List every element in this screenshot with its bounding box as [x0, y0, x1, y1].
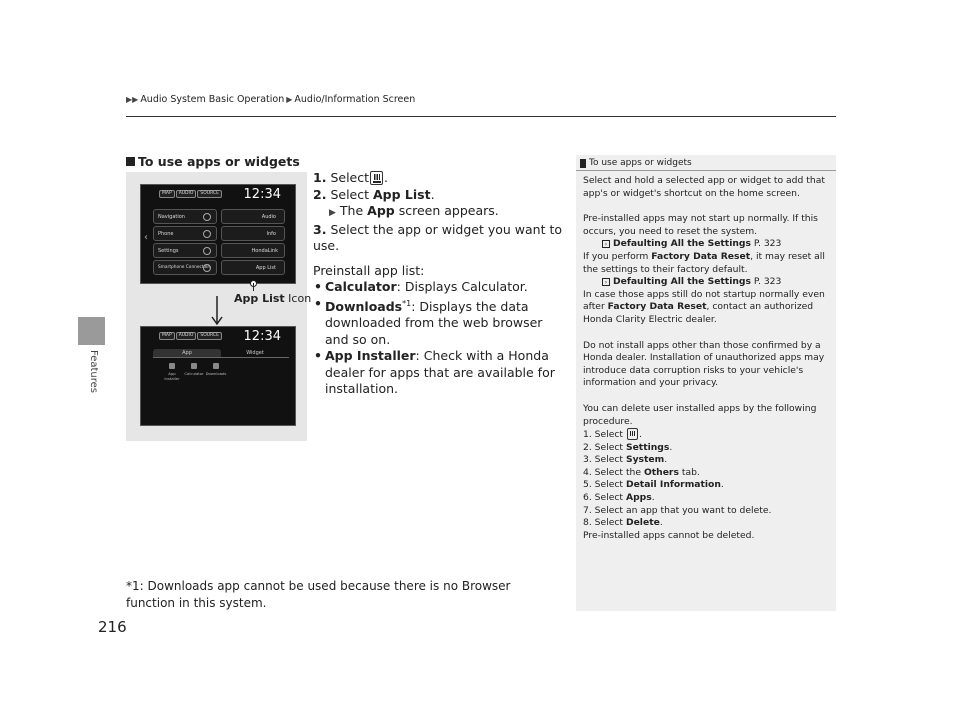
note-step-4: 4. Select the Others tab.: [583, 466, 700, 478]
note-step-5: 5. Select Detail Information.: [583, 479, 724, 491]
note-title: To use apps or widgets: [580, 158, 692, 168]
step-3: 3. Select the app or widget you want to use.: [313, 221, 563, 253]
screen1-audio-pill: AUDIO: [176, 190, 197, 198]
note-p2: Pre-installed apps may not start up normally. If this occurs, you need to reset the system.: [583, 213, 818, 237]
screen1-source-pill: SOURCE: [197, 190, 222, 198]
chapter-tab: [78, 317, 105, 345]
screen2-tabbar: [153, 349, 289, 358]
preinstall-item-calculator: • Calculator: Displays Calculator.: [313, 279, 563, 296]
screen1-clock: 12:34: [243, 187, 281, 202]
instruction-steps: [313, 170, 563, 398]
note-step-7: 7. Select an app that you want to delete.: [583, 504, 772, 516]
screen2-top-buttons: [159, 332, 222, 340]
note-step-1: 1. Select .: [583, 429, 642, 441]
chapter-label: [82, 350, 102, 410]
note-step-2: 2. Select Settings.: [583, 441, 673, 453]
note-step-6: 6. Select Apps.: [583, 492, 655, 504]
breadcrumb: [126, 94, 415, 105]
calculator-icon: Calculator: [183, 363, 205, 376]
breadcrumb-item-basic-operation[interactable]: Audio System Basic Operation: [140, 94, 285, 105]
result-arrow-icon: ▶: [329, 208, 336, 218]
note-p6: You can delete user installed apps by the following procedure.: [583, 402, 817, 427]
home-screen-image: [140, 184, 296, 284]
tile-hondalink: HondaLink: [221, 243, 285, 258]
tile-app-list: App List: [221, 260, 285, 275]
screen1-left-arrow-icon: ‹: [144, 232, 148, 243]
note-p1: Select and hold a selected app or widget to add that app's or widget's shortcut on the home screen.: [583, 175, 825, 199]
small-home-icon: [627, 428, 638, 440]
screen1-map-pill: MAP: [159, 190, 175, 198]
tile-info: Info: [221, 226, 285, 241]
tile-audio: Audio: [221, 209, 285, 224]
note-p3: If you perform Factory Data Reset, it may reset all the settings to their factory default.: [583, 250, 825, 275]
header-divider: [126, 116, 836, 117]
note-p7: Pre-installed apps cannot be deleted.: [583, 529, 755, 541]
step-2-result: ▶ The App screen appears.: [329, 203, 499, 218]
screen2-source-pill: SOURCE: [197, 332, 222, 340]
screen2-tab-widget: Widget: [221, 349, 289, 358]
note-marker-icon: [580, 159, 586, 168]
note-step-3: 3. Select System.: [583, 454, 668, 466]
callout-line: [253, 283, 254, 291]
breadcrumb-item-audio-info-screen[interactable]: Audio/Information Screen: [294, 94, 416, 105]
downloads-icon: Downloads: [205, 363, 227, 376]
preinstall-item-app-installer: • App Installer: Check with a Honda dealer for apps that are available for installation.: [313, 348, 563, 398]
screen2-tab-app: App: [153, 349, 221, 358]
tile-phone: Phone: [153, 226, 217, 241]
tile-settings: Settings: [153, 243, 217, 258]
note-divider: [576, 170, 836, 171]
app-screen-image: [140, 326, 296, 426]
footnote: *1: Downloads app cannot be used because there is no Browser function in this system.: [126, 579, 511, 610]
section-title: To use apps or widgets: [138, 154, 300, 169]
breadcrumb-arrow-icon: ▶▶: [126, 95, 139, 104]
note-ref-2[interactable]: › Defaulting All the Settings P. 323: [583, 276, 829, 289]
section-heading: [126, 154, 300, 169]
preinstall-heading: Preinstall app list:: [313, 262, 425, 278]
note-step-8: 8. Select Delete.: [583, 517, 663, 529]
chapter-label-text: Features: [88, 350, 99, 393]
reference-arrow-icon: ›: [602, 278, 610, 286]
screen2-audio-pill: AUDIO: [176, 332, 197, 340]
down-arrow-icon: [211, 296, 223, 326]
note-p5: Do not install apps other than those confirmed by a Honda dealer. Installation of unauthorized apps may introduce data corruption risks to your vehicle's information and your privacy.: [583, 339, 825, 389]
reference-arrow-icon: ›: [602, 240, 610, 248]
note-body: [583, 175, 829, 542]
breadcrumb-separator-icon: ▶: [286, 95, 293, 104]
section-square-icon: [126, 157, 135, 166]
step-2: 2. Select App List.: [313, 186, 435, 202]
step-1: 1. Select .: [313, 170, 388, 185]
home-button-icon: [370, 171, 383, 185]
app-installer-icon: App Installer: [161, 363, 183, 381]
tile-navigation: Navigation: [153, 209, 217, 224]
preinstall-list: [313, 263, 563, 398]
page-number: 216: [98, 618, 127, 636]
tile-smartphone-connection: Smartphone Connection: [153, 260, 217, 275]
screen2-map-pill: MAP: [159, 332, 175, 340]
note-ref-1[interactable]: › Defaulting All the Settings P. 323: [583, 238, 829, 251]
preinstall-item-downloads: • Downloads$^{*1}$: Displays the data downloaded from the web browser and so on.: [313, 296, 563, 349]
screen1-top-buttons: [159, 190, 222, 198]
note-p4: In case those apps still do not startup normally even after Factory Data Reset, contact an authorized Honda Clarity Electric dealer.: [583, 288, 825, 325]
app-list-callout: App List Icon: [234, 292, 312, 305]
screen2-clock: 12:34: [243, 329, 281, 344]
